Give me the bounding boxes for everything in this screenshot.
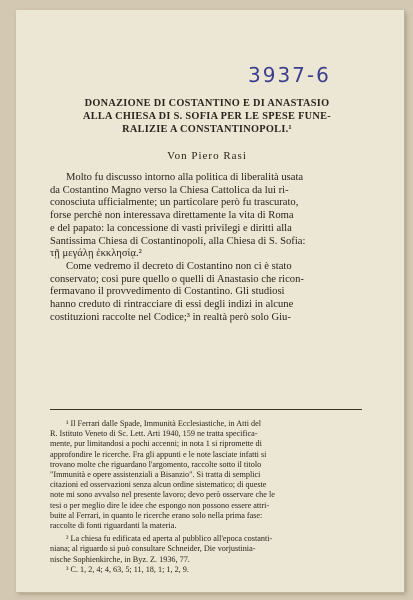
article-title bbox=[52, 98, 362, 136]
inventory-stamp: 3937-6 bbox=[248, 63, 331, 87]
text-line: τῇ μεγάλῃ ἐκκλησίᾳ.² bbox=[50, 248, 142, 260]
title-line: RALIZIE A CONSTANTINOPOLI.¹ bbox=[122, 123, 292, 135]
author-byline: Von Piero Rasi bbox=[167, 150, 247, 162]
text-line: da Costantino Magno verso la Chiesa Cattolica da lui ri- bbox=[50, 184, 289, 196]
footnote-line: ³ C. 1, 2, 4; 4, 63, 5; 11, 18, 1; 1, 2, 9. bbox=[66, 564, 189, 574]
footnote-line: "Immunità e opere assistenziali a Bisanzio". Si tratta di semplici bbox=[50, 470, 261, 480]
footnote-line: approfondire le ricerche. Fra gli appunti e le note lasciate infatti si bbox=[50, 449, 267, 459]
footnote-line: tesi o per meglio dire le idee che espongo non possono essere attri- bbox=[50, 500, 270, 510]
title-line: DONAZIONE DI COSTANTINO E DI ANASTASIO bbox=[84, 98, 330, 109]
title-line: ALLA CHIESA DI S. SOFIA PER LE SPESE FUNE- bbox=[82, 110, 332, 122]
text-line: Come vedremo il decreto di Costantino non ci è stato bbox=[66, 260, 292, 272]
text-line: Santissima Chiesa di Costantinopoli, alla Chiesa di S. Sofia: bbox=[50, 235, 306, 247]
footnote-line: ¹ Il Ferrari dalle Spade, Immunità Ecclesiastiche, in Atti del bbox=[66, 419, 262, 428]
text-line: hanno creduto di rintracciare di essi degli indizi in alcune bbox=[50, 299, 294, 311]
text-line: costituzioni raccolte nel Codice;³ in realtà però solo Giu- bbox=[50, 311, 291, 323]
footnote-line: nische Sophienkirche, in Byz. Z. 1936, 77. bbox=[50, 554, 190, 564]
footnote-line: citazioni ed osservazioni senza alcun ordine sistematico; di queste bbox=[50, 480, 267, 490]
footnote-line: trovano molte che riguardano l'argomento, raccolte sotto il titolo bbox=[50, 459, 262, 469]
footnote-line: R. Istituto Veneto di Sc. Lett. Arti 1940, 159 ne tratta specifica- bbox=[50, 429, 258, 439]
footnote-line: raccolte di fonti riguardanti la materia. bbox=[50, 521, 177, 531]
text-line: e del papato: la concessione di vasti privilegi e diritti alla bbox=[50, 222, 292, 234]
text-line: conosciuta ufficialmente; un particolare però fu trascurato, bbox=[50, 197, 299, 209]
footnotes bbox=[50, 419, 362, 575]
footnote-divider bbox=[50, 409, 362, 410]
footnote-line: note mi sono avvalso nel presente lavoro; devo però osservare che le bbox=[50, 490, 275, 500]
footnote-line: buite al Ferrari, in quanto le ricerche erano solo nella prima fase: bbox=[50, 510, 263, 520]
text-line: forse perchè non interessava direttamente la vita di Roma bbox=[50, 210, 294, 222]
text-line: Molto fu discusso intorno alla politica di liberalità usata bbox=[66, 172, 304, 183]
text-line: fermavano il provvedimento di Costantino. Gli studiosi bbox=[50, 286, 285, 298]
footnote-line: mente, pur limitandosi a pochi accenni; in nota 1 si ripromette di bbox=[50, 439, 262, 449]
text-line: conservato; così pure quello o quelli di Anastasio che ricon- bbox=[50, 273, 304, 285]
body-text bbox=[50, 172, 362, 324]
footnote-line: niana; al riguardo si può consultare Schneider, Die vorjustinia- bbox=[50, 544, 256, 554]
footnote-line: ² La chiesa fu edificata ed aperta al pubblico all'epoca costanti- bbox=[66, 534, 273, 544]
